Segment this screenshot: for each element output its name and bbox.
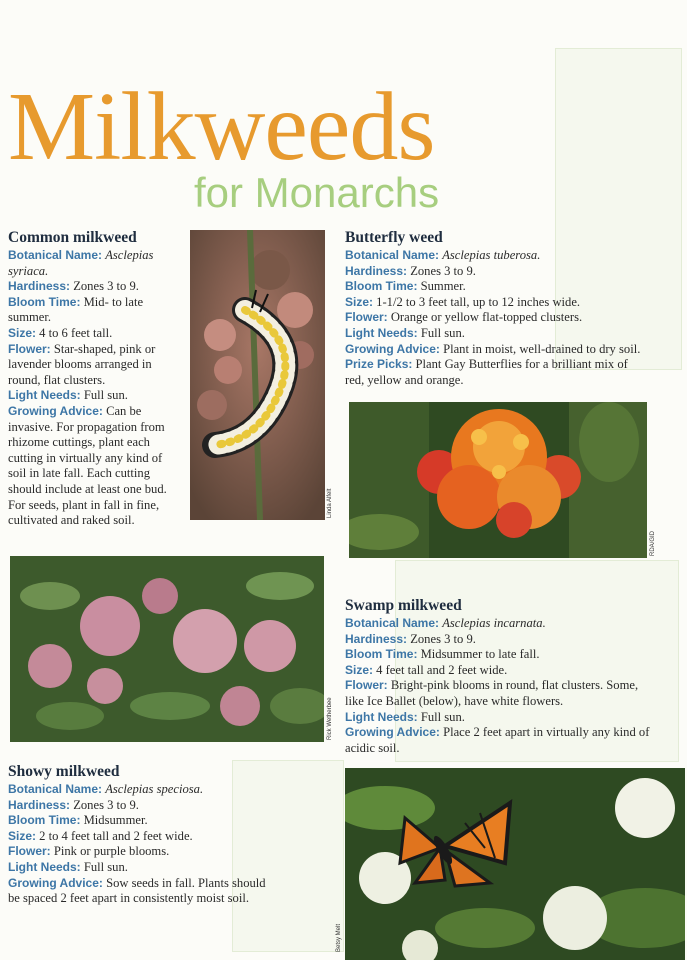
detail-bloom: Bloom Time: Midsummer to late fall. — [345, 647, 540, 662]
detail-prize: Prize Picks: Plant Gay Butterflies for a brilliant mix of red, yellow and orange. — [345, 357, 628, 387]
detail-light: Light Needs: Full sun. — [8, 388, 128, 403]
detail-size: Size: 4 to 6 feet tall. — [8, 325, 113, 340]
section-heading: Swamp milkweed — [345, 597, 462, 614]
detail-growing: Growing Advice: Place 2 feet apart in virtually any kind of acidic soil. — [345, 725, 650, 755]
page-subtitle: for Monarchs — [194, 169, 440, 216]
showy-milkweed-section — [8, 763, 278, 907]
detail-botanical: Botanical Name: Asclepias syriaca. — [8, 248, 154, 278]
detail-size: Size: 2 to 4 feet tall and 2 feet wide. — [8, 828, 193, 843]
detail-growing: Growing Advice: Sow seeds in fall. Plants should be spaced 2 feet apart in consistently moist soil. — [8, 875, 266, 906]
detail-botanical: Botanical Name: Asclepias incarnata. — [345, 616, 546, 630]
detail-flower: Flower: Orange or yellow flat-topped clusters. — [345, 310, 583, 325]
detail-bloom: Bloom Time: Midsummer. — [8, 813, 148, 828]
detail-light: Light Needs: Full sun. — [345, 325, 465, 340]
detail-bloom: Bloom Time: Summer. — [345, 279, 466, 294]
detail-growing: Growing Advice: Can be invasive. For propagation from rhizome cuttings, plant each cutting in virtually any kind of soil in late fall. Each cutting should include at least one bud. For seeds, plant in fall in fine, cultivated and raked soil. — [8, 403, 167, 528]
detail-size: Size: 4 feet tall and 2 feet wide. — [345, 662, 508, 677]
detail-hardiness: Hardiness: Zones 3 to 9. — [8, 797, 139, 812]
detail-botanical: Botanical Name: Asclepias speciosa. — [8, 782, 204, 796]
detail-light: Light Needs: Full sun. — [345, 709, 465, 724]
detail-size: Size: 1-1/2 to 3 feet tall, up to 12 inches wide. — [345, 294, 581, 309]
photo-credit: Linda Alfelt — [327, 488, 333, 518]
detail-light: Light Needs: Full sun. — [8, 859, 128, 874]
detail-hardiness: Hardiness: Zones 3 to 9. — [8, 279, 139, 294]
detail-flower: Flower: Star-shaped, pink or lavender blooms arranged in round, flat clusters. — [8, 341, 156, 387]
detail-flower: Flower: Pink or purple blooms. — [8, 844, 170, 859]
photo-credit: Betsy Melt — [336, 923, 342, 952]
detail-hardiness: Hardiness: Zones 3 to 9. — [345, 263, 476, 278]
detail-growing: Growing Advice: Plant in moist, well-drained to dry soil. — [345, 341, 641, 356]
butterfly-weed-section — [345, 229, 645, 388]
detail-botanical: Botanical Name: Asclepias tuberosa. — [345, 248, 541, 262]
detail-hardiness: Hardiness: Zones 3 to 9. — [345, 631, 476, 646]
common-milkweed-section — [8, 229, 178, 529]
section-heading: Showy milkweed — [8, 763, 120, 780]
page-title: Milkweeds — [8, 73, 435, 181]
section-heading: Butterfly weed — [345, 229, 443, 246]
photo-credit: RDA/GID — [650, 530, 656, 556]
photo-credit: Rick Wetherbee — [327, 697, 333, 740]
caterpillar-photo — [190, 230, 325, 520]
detail-flower: Flower: Bright-pink blooms in round, flat clusters. Some, like Ice Ballet (below), have white flowers. — [345, 678, 639, 708]
detail-bloom: Bloom Time: Mid- to late summer. — [8, 294, 144, 325]
common-milkweed-photo — [10, 556, 324, 742]
monarch-photo — [345, 768, 685, 960]
swamp-milkweed-section — [345, 597, 655, 756]
butterfly-weed-photo — [349, 402, 647, 558]
section-heading: Common milkweed — [8, 229, 137, 246]
